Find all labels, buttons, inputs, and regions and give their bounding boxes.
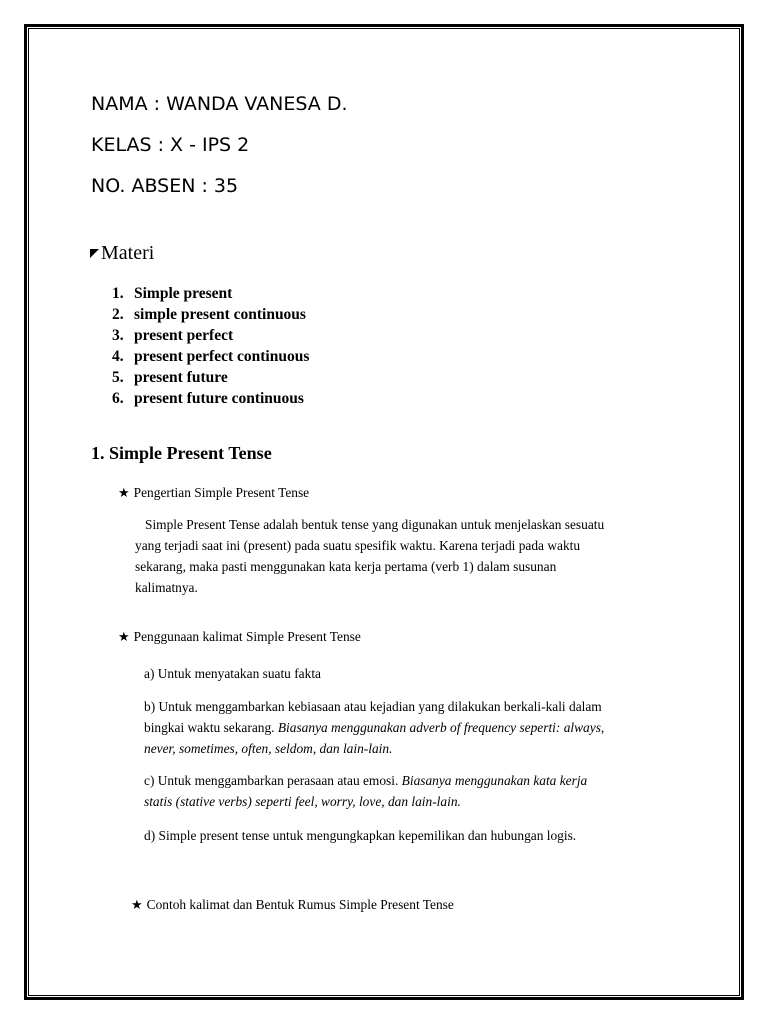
pengertian-heading: ★ Pengertian Simple Present Tense bbox=[118, 485, 310, 500]
star-icon: ★ bbox=[131, 897, 143, 912]
usage-item-d: d) Simple present tense untuk mengungkapkan kepemilikan dan hubungan logis. bbox=[144, 828, 577, 843]
list-item: 3. present perfect bbox=[112, 327, 234, 344]
star-icon: ★ bbox=[118, 485, 130, 500]
student-name: NAMA : WANDA VANESA D. bbox=[91, 93, 348, 115]
usage-item-b: b) Untuk menggambarkan kebiasaan atau kejadian yang dilakukan berkali-kali dalam bingkai waktu sekarang. Biasanya menggunakan adverb of frequency seperti: always, never, sometimes, often, seldom, dan lain-lain. bbox=[144, 699, 605, 756]
usage-item-a: a) Untuk menyatakan suatu fakta bbox=[144, 666, 321, 681]
materi-title: Materi bbox=[101, 242, 155, 264]
materi-list bbox=[112, 285, 309, 411]
star-icon: ★ bbox=[118, 629, 130, 644]
page-border-inner bbox=[28, 28, 740, 996]
list-item: 6. present future continuous bbox=[112, 390, 304, 407]
usage-item-c: c) Untuk menggambarkan perasaan atau emosi. Biasanya menggunakan kata kerja statis (stative verbs) seperti feel, worry, love, dan lain-lain. bbox=[144, 773, 588, 809]
list-item: 5. present future bbox=[112, 369, 228, 386]
triangle-marker-icon bbox=[90, 249, 99, 258]
student-class: KELAS : X - IPS 2 bbox=[91, 134, 250, 156]
list-item: 4. present perfect continuous bbox=[112, 348, 310, 365]
student-number: NO. ABSEN : 35 bbox=[91, 175, 239, 197]
materi-heading bbox=[90, 242, 154, 265]
section-title: 1. Simple Present Tense bbox=[91, 443, 272, 463]
list-item: 2. simple present continuous bbox=[112, 306, 306, 323]
penggunaan-heading: ★ Penggunaan kalimat Simple Present Tense bbox=[118, 629, 361, 644]
pengertian-paragraph: Simple Present Tense adalah bentuk tense yang digunakan untuk menjelaskan sesuatu yang terjadi saat ini (present) pada suatu spesifik waktu. Karena terjadi pada waktu sekarang, maka pasti menggunakan kata kerja pertama (verb 1) dalam susunan kalimatnya. bbox=[135, 517, 605, 595]
list-item: 1. Simple present bbox=[112, 285, 233, 302]
contoh-heading: ★ Contoh kalimat dan Bentuk Rumus Simple Present Tense bbox=[131, 897, 454, 912]
